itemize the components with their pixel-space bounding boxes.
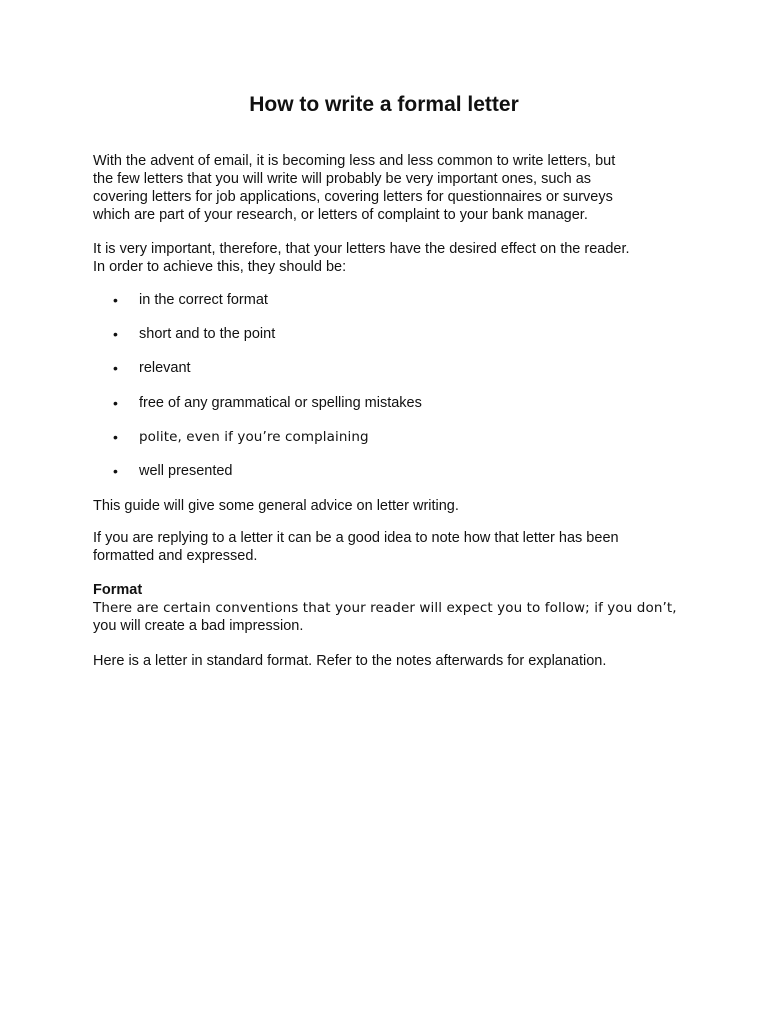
guide-line: This guide will give some general advice on letter writing. [93,498,459,514]
closing-paragraph [93,652,683,670]
list-item [93,461,683,495]
list-item [93,427,683,461]
list-item-text: relevant [139,360,191,377]
page-title: How to write a formal letter [249,93,519,116]
intro-line: covering letters for job applications, covering letters for questionnaires or surveys [93,189,613,205]
bullet-icon: • [113,292,118,308]
list-item [93,324,683,358]
list-item-text: polite, even if you’re complaining [139,428,369,445]
list-item-text: well presented [139,462,233,479]
format-line: There are certain conventions that your reader will expect you to follow; if you don’t, [93,600,677,616]
list-item [93,393,683,427]
importance-line: It is very important, therefore, that your letters have the desired effect on the reader. [93,241,630,257]
format-heading: Format [93,582,143,598]
guide-paragraph [93,497,683,515]
intro-paragraph [93,152,683,224]
reply-line: formatted and expressed. [93,548,258,564]
bullet-icon: • [113,462,118,479]
closing-line: Here is a letter in standard format. Refer to the notes afterwards for explanation. [93,653,607,669]
intro-line: With the advent of email, it is becoming less and less common to write letters, but [93,153,616,169]
intro-line: the few letters that you will write will probably be very important ones, such as [93,171,592,187]
requirements-list [93,290,683,495]
list-item [93,358,683,392]
format-line: you will create a bad impression. [93,618,304,634]
importance-line: In order to achieve this, they should be: [93,259,347,275]
importance-paragraph [93,240,683,276]
bullet-icon: • [113,360,118,377]
bullet-icon: • [113,428,118,445]
intro-line: which are part of your research, or letters of complaint to your bank manager. [93,207,588,223]
list-item [93,290,683,324]
bullet-icon: • [113,394,118,411]
format-section [93,581,683,635]
bullet-icon: • [113,326,118,343]
list-item-text: free of any grammatical or spelling mistakes [139,394,422,411]
list-item-text: short and to the point [139,326,276,343]
list-item-text: in the correct format [139,292,268,308]
reply-paragraph [93,529,683,565]
reply-line: If you are replying to a letter it can be a good idea to note how that letter has been [93,530,619,546]
